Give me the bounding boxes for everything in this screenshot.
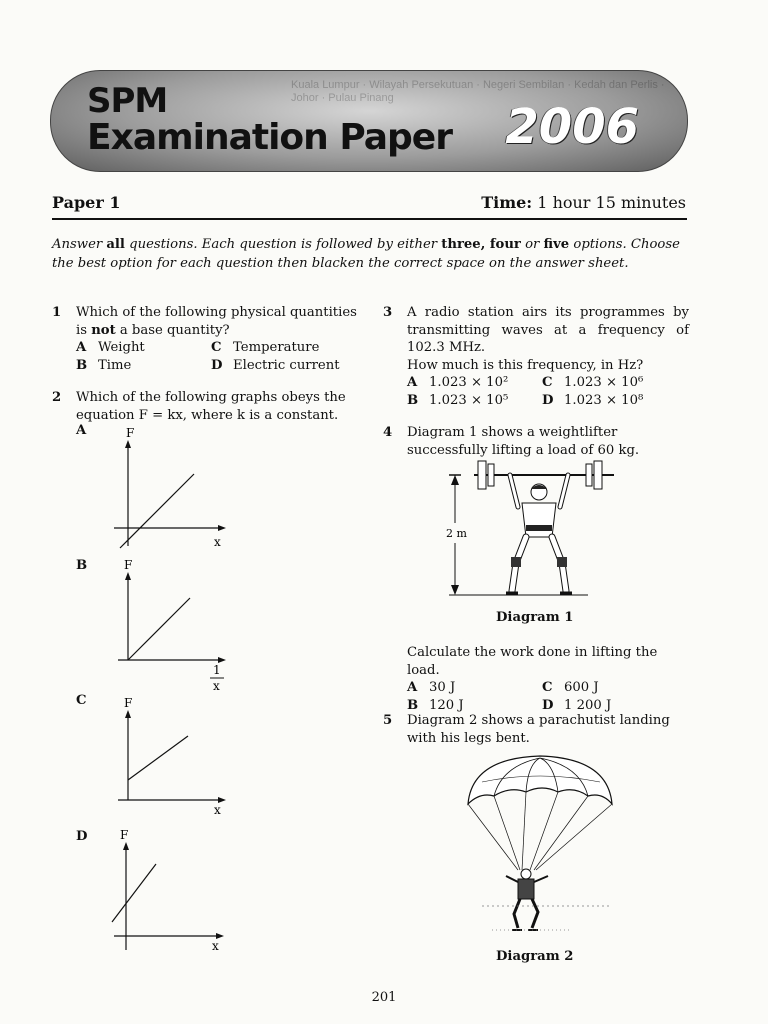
graph-b (104, 556, 244, 696)
question-text-2: Calculate the work done in lifting the load. (407, 645, 658, 678)
banner-title-line1: SPM (87, 81, 168, 121)
graph-a-x-label: x (214, 535, 221, 549)
option-text: 600 J (564, 680, 599, 695)
instr-text-4: options. Choose the best option for each question then blacken the correct space on the answer sheet. (52, 237, 680, 271)
graph-d-x-label: x (212, 939, 219, 953)
instr-text-3: or (520, 237, 544, 252)
time-info (481, 193, 686, 212)
option (407, 392, 542, 410)
option-text: Temperature (233, 340, 320, 355)
instr-comma: , (480, 237, 490, 252)
diagram-2-caption: Diagram 2 (496, 949, 574, 964)
option (211, 339, 371, 357)
option-text: 1.023 × 10² (429, 375, 509, 390)
graph-c-letter: C (76, 693, 87, 708)
option (542, 392, 702, 410)
instr-all: all (106, 237, 125, 252)
graph-b-y-label: F (124, 558, 133, 572)
question-number: 3 (383, 305, 393, 320)
options (407, 374, 689, 409)
option-text: 1.023 × 10⁵ (429, 392, 509, 408)
graph-d-letter: D (76, 829, 88, 844)
option (407, 374, 542, 392)
page-number: 201 (371, 990, 397, 1005)
option-letter: B (76, 357, 88, 373)
option-text: 120 J (429, 697, 464, 713)
graph-a-letter: A (76, 423, 87, 438)
question-number: 1 (52, 305, 62, 320)
graph-b-x-numerator: 1 (213, 663, 221, 677)
graph-d (104, 826, 244, 956)
instr-five: five (543, 237, 570, 252)
option-letter: D (211, 357, 223, 373)
graph-d-y-label: F (120, 828, 129, 842)
question-number: 4 (383, 425, 393, 440)
instr-text-1: Answer (52, 237, 107, 252)
option-letter: B (407, 392, 419, 408)
instr-four: four (489, 237, 521, 252)
instr-text-2: questions. Each question is followed by either (124, 237, 442, 252)
option-letter: C (542, 680, 553, 695)
option-letter: C (542, 375, 553, 390)
q1-not: not (91, 322, 116, 338)
question-number: 2 (52, 390, 62, 405)
option-text: 1 200 J (564, 697, 612, 713)
question-text-2: How much is this frequency, in Hz? (407, 357, 644, 373)
banner-title-line2: Examination Paper (87, 117, 452, 158)
option-letter: D (542, 392, 554, 408)
graph-b-letter: B (76, 558, 88, 573)
option-letter: A (76, 340, 87, 355)
option (76, 357, 211, 375)
option-text: 1.023 × 10⁸ (564, 392, 644, 408)
time-value: 1 hour 15 minutes (537, 193, 686, 212)
height-label: 2 m (446, 527, 467, 540)
option-text: Electric current (233, 357, 340, 373)
q1-text-a: Which of the following physical quantities is (76, 305, 357, 338)
question-5 (383, 712, 689, 747)
option-letter: A (407, 375, 418, 390)
time-label: Time: (481, 193, 533, 212)
question-text: Diagram 1 shows a weightlifter successfully lifting a load of 60 kg. (407, 425, 640, 458)
banner-year: 2006 (505, 99, 639, 155)
question-1 (52, 304, 362, 374)
option-text: Weight (98, 340, 145, 355)
graph-c-y-label: F (124, 696, 133, 710)
graph-b-x-denominator: x (213, 679, 220, 693)
question-4 (383, 424, 689, 459)
graph-c-x-label: x (214, 803, 221, 817)
option-letter: A (407, 680, 418, 695)
options (76, 339, 362, 374)
diagram-2-parachutist (462, 752, 622, 942)
question-number: 5 (383, 713, 393, 728)
question-3 (383, 304, 689, 409)
option-letter: B (407, 697, 419, 713)
option-letter: C (211, 340, 222, 355)
option (407, 679, 542, 697)
question-2 (52, 389, 362, 424)
banner-background-text: Kuala Lumpur · Wilayah Persekutuan · Negeri Sembilan · Kedah dan Perlis · Johor · Pulau Pinang (291, 79, 665, 104)
question-4-part-2 (407, 644, 693, 714)
question-text (76, 304, 362, 339)
option-text: 30 J (429, 680, 456, 695)
option-text: Time (98, 357, 132, 373)
option (76, 339, 211, 357)
paper-label: Paper 1 (52, 193, 121, 212)
diagram-1-caption: Diagram 1 (496, 610, 574, 625)
graph-a-y-label: F (126, 426, 135, 440)
option-letter: D (542, 697, 554, 713)
question-text: Which of the following graphs obeys the equation F = kx, where k is a constant. (76, 390, 346, 423)
instructions (52, 235, 688, 273)
option (542, 679, 702, 697)
question-text: Diagram 2 shows a parachutist landing with his legs bent. (407, 713, 670, 746)
title-banner (50, 70, 688, 172)
instr-three: three (441, 237, 481, 252)
header-rule (52, 218, 687, 220)
diagram-1-weightlifter (438, 455, 628, 605)
graph-a (104, 424, 244, 554)
option-text: 1.023 × 10⁶ (564, 375, 644, 390)
options (407, 679, 693, 714)
q1-text-b: a base quantity? (115, 322, 230, 338)
question-text: A radio station airs its programmes by transmitting waves at a frequency of 102.3 MHz. (407, 305, 689, 355)
option (542, 374, 702, 392)
option (211, 357, 371, 375)
graph-c (104, 694, 244, 818)
